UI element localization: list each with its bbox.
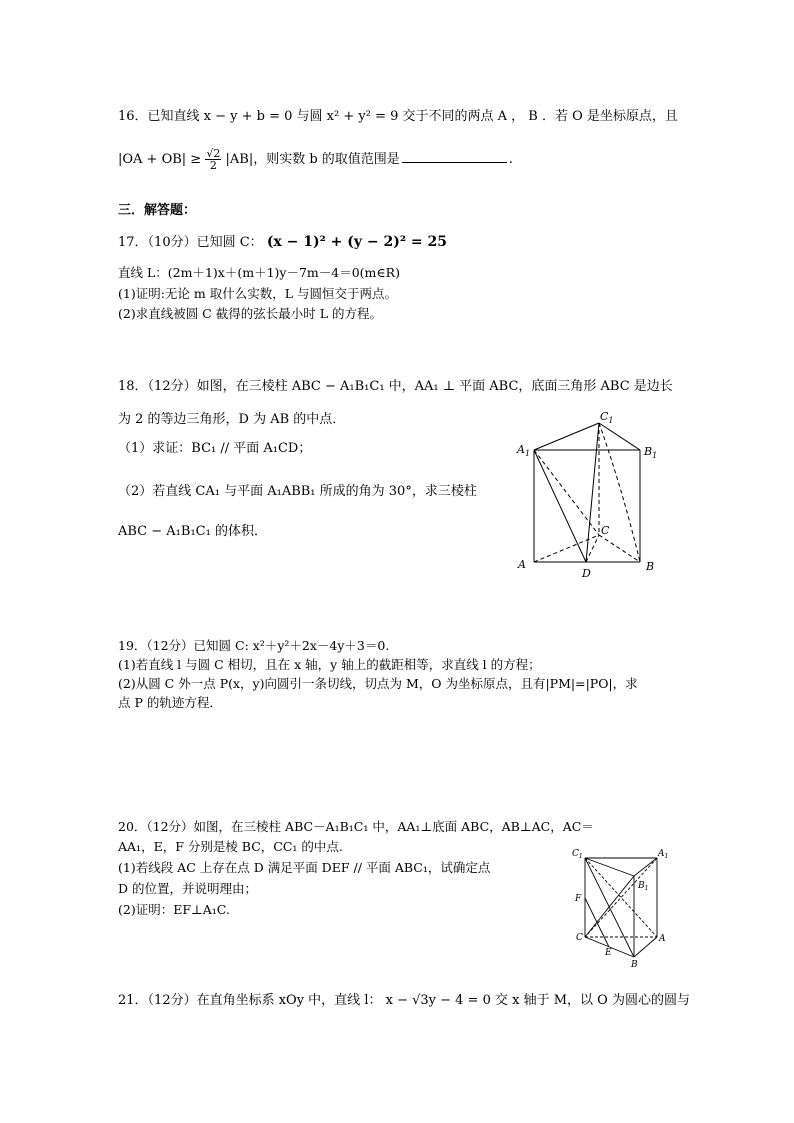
label-B: B — [646, 560, 655, 573]
q18-line2: 为 2 的等边三角形，D 为 AB 的中点． — [118, 412, 346, 427]
q20-line4: D 的位置，并说明理由； — [118, 881, 257, 896]
q17-equation: (x − 1)² + (y − 2)² = 25 — [266, 234, 447, 250]
q17-line2: (1)证明:无论 m 取什么实数，L 与圆恒交于两点。 — [118, 286, 397, 301]
q20-line5: (2)证明：EF⊥A₁C. — [118, 902, 230, 917]
q18-line4: （2）若直线 CA₁ 与平面 A₁ABB₁ 所成的角为 30°，求三棱柱 — [118, 484, 477, 499]
label-F: F — [575, 894, 582, 904]
label-C1: $C_1$ — [572, 849, 583, 860]
q18-line3: （1）求证：BC₁ // 平面 A₁CD； — [118, 441, 312, 456]
q20-line3: (1)若线段 AC 上存在点 D 满足平面 DEF // 平面 ABC₁，试确定点 — [118, 860, 491, 875]
section-heading: 三．解答题： — [118, 203, 197, 218]
q20-line1: 20．（12分）如图，在三棱柱 ABC－A₁B₁C₁ 中，AA₁⊥底面 ABC，AB⊥AC，AC＝ — [118, 819, 594, 834]
label-D: D — [582, 567, 591, 580]
q18-line5: ABC − A₁B₁C₁ 的体积． — [118, 524, 267, 539]
q19-line4: 点 P 的轨迹方程． — [118, 695, 222, 710]
q16-line1: 16．已知直线 x − y + b = 0 与圆 x² + y² = 9 交于不同的两点 A ， B ．若 O 是坐标原点，且 — [118, 109, 678, 124]
q16-frac-num: √2 — [206, 147, 221, 160]
label-A1: $A_1$ — [517, 443, 531, 458]
q16-end: . — [508, 152, 513, 167]
q16-fraction — [205, 148, 221, 171]
q17-line3: (2)求直线被圆 C 截得的弦长最小时 L 的方程。 — [118, 306, 382, 321]
label-B1: $B_1$ — [638, 881, 649, 892]
answer-blank[interactable] — [402, 150, 507, 163]
label-E: E — [605, 948, 612, 958]
q20-line2: AA₁，E，F 分别是棱 BC，CC₁ 的中点. — [118, 839, 343, 854]
q19-line2: (1)若直线 l 与圆 C 相切，且在 x 轴，y 轴上的截距相等，求直线 l 的方程； — [118, 657, 541, 672]
q16-vector-sum: |OA + OB| ≥ — [118, 152, 202, 167]
label-A: A — [659, 934, 666, 944]
q17-head-text: 17．（10分）已知圆 C： — [118, 235, 263, 250]
q18-line1: 18．（12分）如图，在三棱柱 ABC − A₁B₁C₁ 中，AA₁ ⊥ 平面 ABC，底面三角形 ABC 是边长 — [118, 379, 673, 394]
q16-line2 — [118, 142, 513, 178]
q17-head — [118, 233, 447, 252]
label-C1: $C_1$ — [600, 410, 614, 425]
label-C: C — [601, 524, 610, 537]
q21-line1: 21．（12分）在直角坐标系 xOy 中，直线 l： x − √3y − 4 = 0 交 x 轴于 M，以 O 为圆心的圆与 — [118, 993, 690, 1008]
label-C: C — [576, 933, 583, 943]
q16-tail: ，则实数 b 的取值范围是 — [253, 152, 400, 167]
q19-line3: (2)从圆 C 外一点 P(x，y)向圆引一条切线，切点为 M，O 为坐标原点，且有|PM|=|PO|，求 — [118, 676, 638, 691]
q16-vector-ab: |AB| — [225, 152, 254, 167]
label-B: B — [631, 960, 638, 970]
q18-prism-figure — [510, 408, 670, 580]
q17-line1: 直线 L：(2m＋1)x＋(m＋1)y－7m－4＝0(m∈R) — [118, 265, 400, 280]
label-A: A — [518, 558, 526, 571]
label-A1: $A_1$ — [658, 849, 669, 860]
q20-prism-figure — [568, 843, 680, 970]
q16-frac-den: 2 — [209, 159, 217, 172]
label-B1: $B_1$ — [644, 445, 658, 460]
q19-line1: 19．（12分）已知圆 C: x²＋y²＋2x－4y＋3＝0. — [118, 638, 390, 653]
